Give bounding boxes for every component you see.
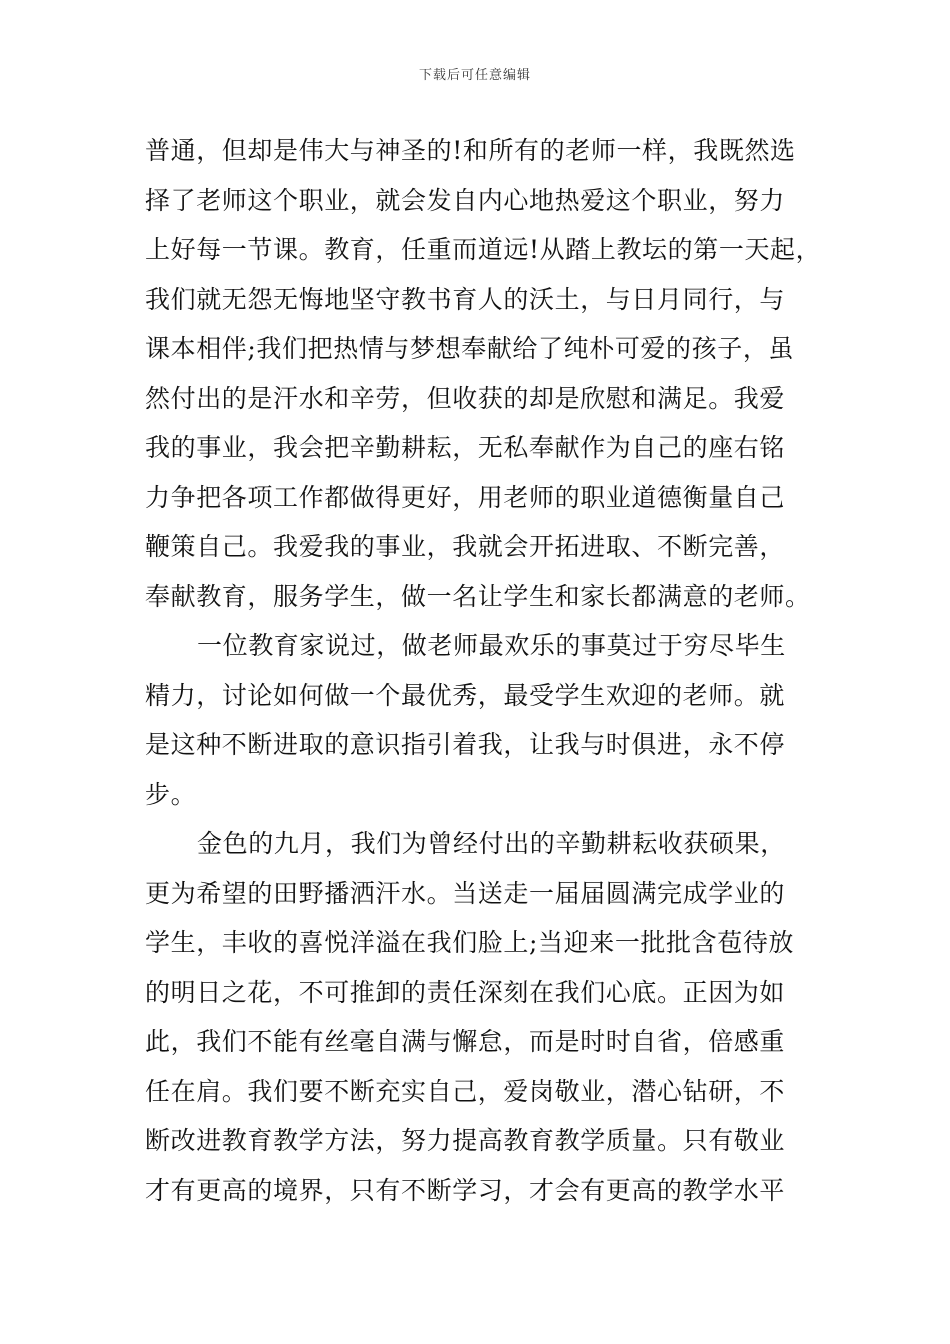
text-line: 断改进教育教学方法，努力提高教育教学质量。只有敬业	[145, 1126, 786, 1155]
text-line: 此，我们不能有丝毫自满与懈怠，而是时时自省，倍感重	[145, 1027, 786, 1056]
text-line: 奉献教育，服务学生，做一名让学生和家长都满意的老师。	[145, 581, 811, 611]
text-line: 普通，但却是伟大与神圣的!和所有的老师一样，我既然选	[145, 136, 796, 165]
text-line: 更为希望的田野播洒汗水。当送走一届届圆满完成学业的	[145, 878, 786, 908]
paragraph-start-line: 金色的九月，我们为曾经付出的辛勤耕耘收获硕果，	[197, 829, 786, 858]
text-line: 是这种不断进取的意识指引着我，让我与时俱进，永不停	[145, 730, 786, 759]
text-line: 才有更高的境界，只有不断学习，才会有更高的教学水平	[145, 1175, 786, 1205]
text-line: 步。	[145, 779, 197, 809]
text-line: 学生，丰收的喜悦洋溢在我们脸上;当迎来一批批含苞待放	[145, 928, 795, 957]
text-line: 我们就无怨无悔地坚守教书育人的沃土，与日月同行，与	[145, 284, 786, 314]
text-line: 课本相伴;我们把热情与梦想奉献给了纯朴可爱的孩子，虽	[145, 334, 795, 363]
text-line: 我的事业，我会把辛勤耕耘，无私奉献作为自己的座右铭	[145, 433, 786, 462]
text-line: 上好每一节课。教育，任重而道远!从踏上教坛的第一天起，	[145, 235, 822, 264]
text-line: 鞭策自己。我爱我的事业，我就会开拓进取、不断完善，	[145, 532, 786, 561]
paragraph-start-line: 一位教育家说过，做老师最欢乐的事莫过于穷尽毕生	[197, 631, 786, 660]
page-header: 下载后可任意编辑	[418, 68, 531, 83]
text-line: 的明日之花，不可推卸的责任深刻在我们心底。正因为如	[145, 977, 786, 1007]
text-line: 任在肩。我们要不断充实自己，爱岗敬业，潜心钻研，不	[145, 1076, 786, 1106]
text-line: 择了老师这个职业，就会发自内心地热爱这个职业，努力	[145, 185, 786, 215]
text-line: 然付出的是汗水和辛劳，但收获的却是欣慰和满足。我爱	[145, 383, 786, 413]
text-line: 力争把各项工作都做得更好，用老师的职业道德衡量自己	[145, 482, 786, 512]
text-line: 精力，讨论如何做一个最优秀，最受学生欢迎的老师。就	[145, 680, 786, 710]
document-body	[145, 126, 835, 1215]
